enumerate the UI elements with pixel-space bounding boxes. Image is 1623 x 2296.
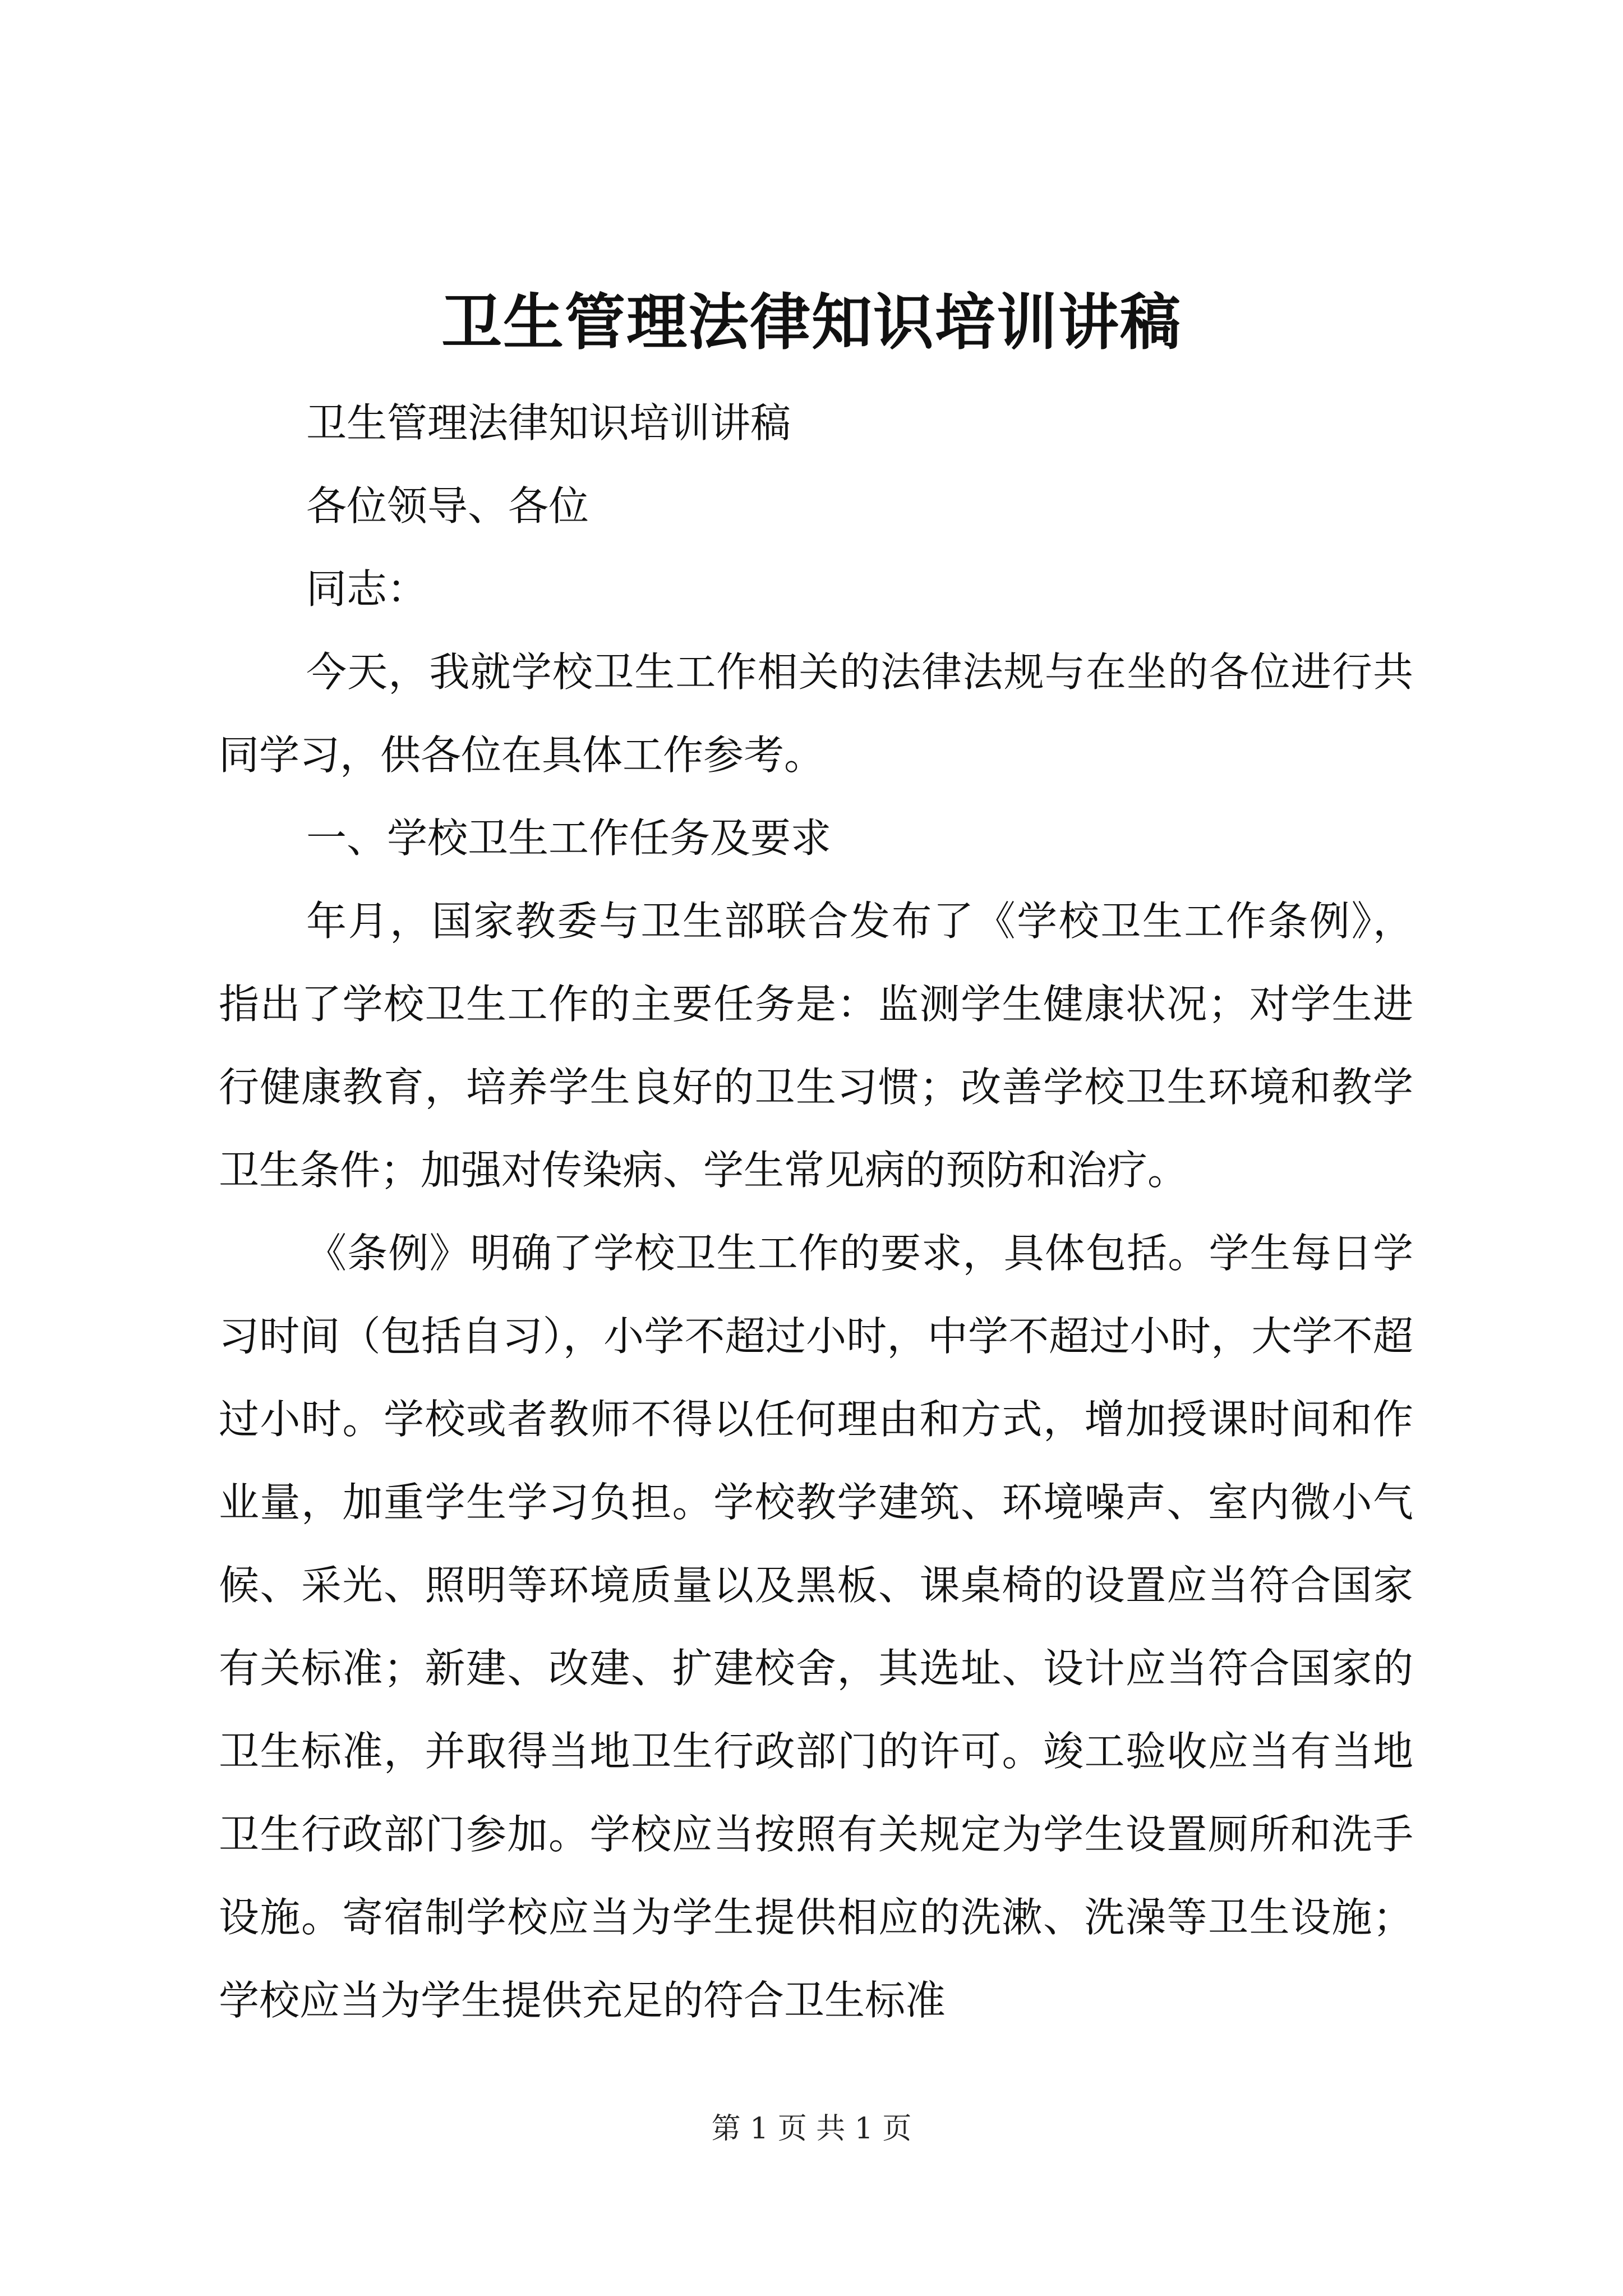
body-paragraph: 《条例》明确了学校卫生工作的要求，具体包括。学生每日学习时间（包括自习），小学不超过小时，中学不超过小时，大学不超过小时。学校或者教师不得以任何理由和方式，增加授课时间和作业量，加重学生学习负担。学校教学建筑、环境噪声、室内微小气候、采光、照明等环境质量以及黑板、课桌椅的设置应当符合国家有关标准；新建、改建、扩建校舍，其选址、设计应当符合国家的卫生标准，并取得当地卫生行政部门的许可。竣工验收应当有当地卫生行政部门参加。学校应当按照有关规定为学生设置厕所和洗手设施。寄宿制学校应当为学生提供相应的洗漱、洗澡等卫生设施；学校应当为学生提供充足的符合卫生标准: [219, 1230, 1413, 2024]
body-paragraph: 年月，国家教委与卫生部联合发布了《学校卫生工作条例》，指出了学校卫生工作的主要任务是：监测学生健康状况；对学生进行健康教育，培养学生良好的卫生习惯；改善学校卫生环境和教学卫生条件；加强对传染病、学生常见病的预防和治疗。: [219, 898, 1413, 1194]
body-paragraph: 卫生管理法律知识培训讲稿: [306, 399, 791, 447]
body-paragraph: 各位领导、各位: [306, 482, 589, 530]
body-paragraph: 同志：: [306, 565, 428, 613]
body-paragraph: 今天，我就学校卫生工作相关的法律法规与在坐的各位进行共同学习，供各位在具体工作参考。: [219, 648, 1413, 779]
page-number-footer: 第 1 页 共 1 页: [711, 2112, 912, 2146]
section-heading: 一、学校卫生工作任务及要求: [306, 815, 832, 862]
document-body: [219, 381, 1413, 2042]
document-title: 卫生管理法律知识培训讲稿: [441, 287, 1182, 358]
